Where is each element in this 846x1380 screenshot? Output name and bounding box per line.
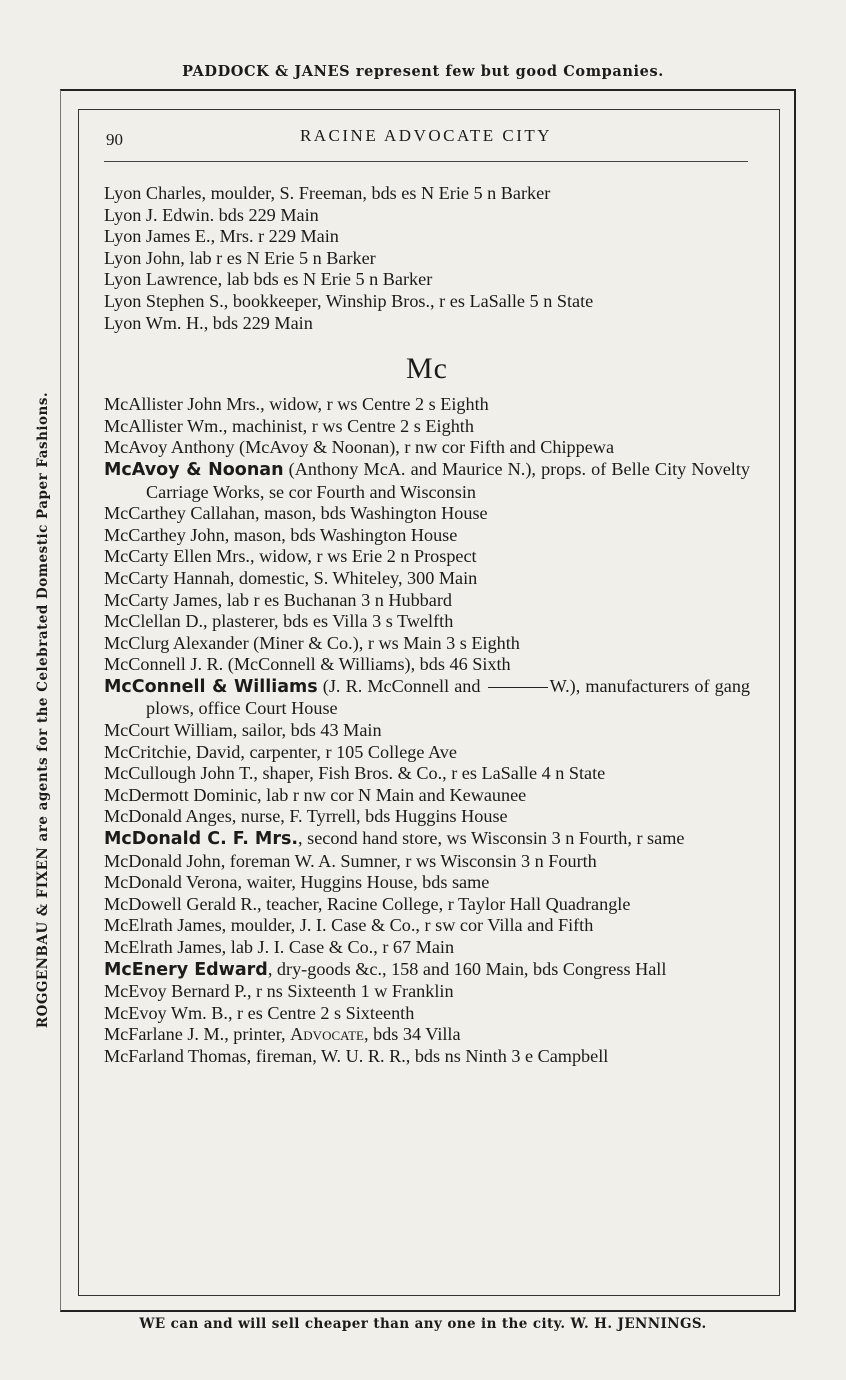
entry-text: McDowell Gerald R., teacher, Racine College, r Taylor Hall Quadrangle xyxy=(104,893,631,914)
entry-text: McEvoy Bernard P., r ns Sixteenth 1 w Franklin xyxy=(104,981,454,1002)
directory-entry xyxy=(104,742,750,764)
directory-entry xyxy=(104,959,750,982)
entry-text: McAllister Wm., machinist, r ws Centre 2 s Eighth xyxy=(104,415,474,436)
entry-text: Lyon Stephen S., bookkeeper, Winship Bros., r es LaSalle 5 n State xyxy=(104,290,594,311)
top-advertisement: PADDOCK & JANES represent few but good Companies. xyxy=(182,63,664,80)
header-divider xyxy=(104,161,748,162)
directory-entry xyxy=(104,763,750,785)
directory-entry xyxy=(104,633,750,655)
directory-entry xyxy=(104,416,750,438)
entry-small-caps: Advocate xyxy=(290,1024,364,1045)
directory-entry xyxy=(104,394,750,416)
entry-text: McCarthey John, mason, bds Washington House xyxy=(104,524,458,545)
entry-text: McDonald Anges, nurse, F. Tyrrell, bds Huggins House xyxy=(104,806,508,827)
section-heading-mc: Mc xyxy=(406,352,448,386)
lyon-entries xyxy=(104,183,750,334)
entry-text: McElrath James, lab J. I. Case & Co., r 67 Main xyxy=(104,937,455,957)
entry-text-continued: , bds 34 Villa xyxy=(363,1024,461,1045)
directory-entry xyxy=(104,1046,750,1068)
entry-text: McCarty Hannah, domestic, S. Whiteley, 300 Main xyxy=(104,567,478,588)
entry-text: McAvoy Anthony (McAvoy & Noonan), r nw cor Fifth and Chippewa xyxy=(104,437,615,458)
entry-text: (J. R. McConnell and xyxy=(317,675,486,696)
directory-entry xyxy=(104,248,750,270)
directory-entry xyxy=(104,183,750,205)
entry-business-name: McAvoy & Noonan xyxy=(104,459,284,480)
directory-entry xyxy=(104,872,750,894)
entry-text: McCullough John T., shaper, Fish Bros. & Co., r es LaSalle 4 n State xyxy=(104,763,606,784)
entry-text: Lyon John, lab r es N Erie 5 n Barker xyxy=(104,247,376,268)
page-header xyxy=(104,126,748,150)
entry-text: , dry-goods &c., 158 and 160 Main, bds Congress Hall xyxy=(267,958,667,979)
directory-entry xyxy=(104,894,750,916)
entry-text: McClurg Alexander (Miner & Co.), r ws Main 3 s Eighth xyxy=(104,632,520,653)
entry-text: McDermott Dominic, lab r nw cor N Main and Kewaunee xyxy=(104,784,527,805)
directory-entry xyxy=(104,503,750,525)
directory-entry xyxy=(104,611,750,633)
directory-entry xyxy=(104,313,750,335)
entry-text: McFarland Thomas, fireman, W. U. R. R., bds ns Ninth 3 e Campbell xyxy=(104,1045,609,1066)
bottom-advertisement: WE can and will sell cheaper than any one in the city. W. H. JENNINGS. xyxy=(139,1316,707,1332)
entry-text: McElrath James, moulder, J. I. Case & Co., r sw cor Villa and Fifth xyxy=(104,915,594,936)
directory-entry xyxy=(104,654,750,676)
entry-business-name: McEnery Edward xyxy=(104,959,268,980)
directory-entry xyxy=(104,937,750,959)
directory-entry xyxy=(104,205,750,227)
directory-entry xyxy=(104,1003,750,1025)
entry-text: , second hand store, ws Wisconsin 3 n Fourth, r same xyxy=(298,828,685,849)
mc-entries xyxy=(104,394,750,1067)
entry-text: McAllister John Mrs., widow, r ws Centre 2 s Eighth xyxy=(104,394,489,415)
entry-text: McCarty James, lab r es Buchanan 3 n Hubbard xyxy=(104,589,452,610)
entry-text: (Anthony McA. and Maurice N.), props. of Belle City Novelty Carriage Works, se cor Fourth and Wisconsin xyxy=(146,458,750,502)
entry-text: McFarlane J. M., printer, xyxy=(104,1024,291,1045)
directory-entry xyxy=(104,546,750,568)
directory-entry xyxy=(104,851,750,873)
directory-entry xyxy=(104,291,750,313)
directory-entry xyxy=(104,915,750,937)
entry-text: McCarthey Callahan, mason, bds Washington House xyxy=(104,503,488,524)
entry-text: McConnell J. R. (McConnell & Williams), bds 46 Sixth xyxy=(104,654,511,675)
entry-text: Lyon Lawrence, lab bds es N Erie 5 n Barker xyxy=(104,269,433,290)
directory-entry xyxy=(104,981,750,1003)
page-number: 90 xyxy=(106,130,123,149)
directory-listing xyxy=(104,183,750,1068)
entry-text: McClellan D., plasterer, bds es Villa 3 s Twelfth xyxy=(104,611,454,632)
directory-entry xyxy=(104,676,750,720)
entry-text: McCarty Ellen Mrs., widow, r ws Erie 2 n Prospect xyxy=(104,546,477,567)
directory-entry xyxy=(104,437,750,459)
directory-entry xyxy=(104,828,750,851)
directory-entry xyxy=(104,459,750,503)
side-advertisement: ROGGENBAU & FIXEN are agents for the Celebrated Domestic Paper Fashions. xyxy=(35,391,51,1029)
entry-text: McDonald John, foreman W. A. Sumner, r ws Wisconsin 3 n Fourth xyxy=(104,850,597,871)
directory-entry xyxy=(104,720,750,742)
entry-text: McEvoy Wm. B., r es Centre 2 s Sixteenth xyxy=(104,1002,415,1023)
entry-text-continued: W.), manufacturers of gang plows, office Court House xyxy=(146,675,751,719)
directory-entry xyxy=(104,785,750,807)
directory-entry xyxy=(104,1024,750,1046)
entry-business-name: McConnell & Williams xyxy=(104,676,318,697)
entry-text: Lyon James E., Mrs. r 229 Main xyxy=(104,226,339,247)
directory-entry xyxy=(104,806,750,828)
directory-entry xyxy=(104,226,750,248)
entry-business-name: McDonald C. F. Mrs. xyxy=(104,829,299,850)
ditto-dash xyxy=(488,687,548,688)
entry-text: Lyon Charles, moulder, S. Freeman, bds es N Erie 5 n Barker xyxy=(104,183,551,203)
entry-text: McCritchie, David, carpenter, r 105 College Ave xyxy=(104,741,457,762)
directory-entry xyxy=(104,568,750,590)
directory-entry xyxy=(104,269,750,291)
entry-text: McCourt William, sailor, bds 43 Main xyxy=(104,720,382,741)
directory-entry xyxy=(104,525,750,547)
entry-text: Lyon Wm. H., bds 229 Main xyxy=(104,312,313,333)
running-title: RACINE ADVOCATE CITY xyxy=(299,126,553,145)
entry-text: McDonald Verona, waiter, Huggins House, bds same xyxy=(104,872,490,893)
directory-entry xyxy=(104,590,750,612)
entry-text: Lyon J. Edwin. bds 229 Main xyxy=(104,204,319,225)
